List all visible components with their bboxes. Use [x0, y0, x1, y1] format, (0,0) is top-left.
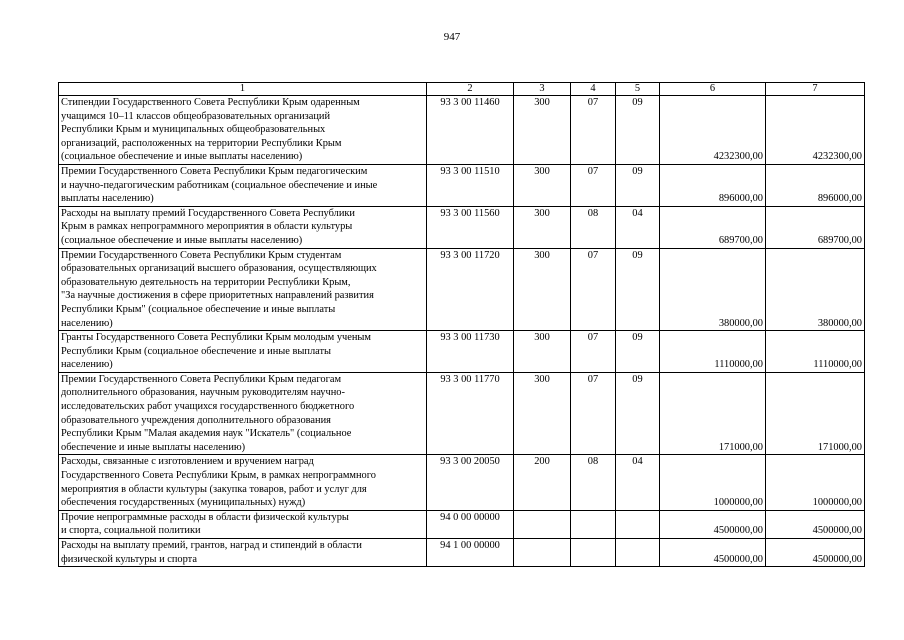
- expense-description: [59, 455, 427, 510]
- expense-description: [59, 248, 427, 331]
- table-row: [59, 510, 865, 538]
- subsection-code: [616, 510, 660, 538]
- description-line: организаций, расположенных на территории Республики Крым: [61, 137, 342, 149]
- description-line: Расходы, связанные с изготовлением и вручением наград: [61, 456, 314, 468]
- amount-year-2: 896000,00: [766, 164, 865, 206]
- section-code: 07: [571, 164, 616, 206]
- amount-year-1: 896000,00: [660, 164, 766, 206]
- expense-description: [59, 331, 427, 373]
- amount-year-2: 171000,00: [766, 372, 865, 455]
- amount-year-2: 380000,00: [766, 248, 865, 331]
- target-article-code: 94 0 00 00000: [427, 510, 514, 538]
- budget-table-body: [59, 83, 865, 567]
- amount-year-1: 171000,00: [660, 372, 766, 455]
- table-row: [59, 331, 865, 373]
- section-code: 07: [571, 96, 616, 165]
- expense-type-code: 300: [514, 331, 571, 373]
- section-code: 07: [571, 331, 616, 373]
- amount-year-2: 4500000,00: [766, 510, 865, 538]
- expense-description: [59, 372, 427, 455]
- column-header: 3: [514, 83, 571, 96]
- budget-table: [58, 82, 865, 567]
- target-article-code: 93 3 00 11770: [427, 372, 514, 455]
- description-line: Государственного Совета Республики Крым, в рамках непрограммного: [61, 470, 376, 482]
- expense-description: [59, 510, 427, 538]
- expense-type-code: [514, 510, 571, 538]
- expense-type-code: 300: [514, 206, 571, 248]
- description-line: Прочие непрограммные расходы в области физической культуры: [61, 511, 349, 523]
- header-row: [59, 83, 865, 96]
- description-line: и научно-педагогическим работникам (социальное обеспечение и иные: [61, 179, 378, 191]
- amount-year-1: 1110000,00: [660, 331, 766, 373]
- description-line: Республики Крым и муниципальных общеобразовательных: [61, 124, 326, 136]
- description-line: образовательного учреждения дополнительного образования: [61, 414, 331, 426]
- description-line: (социальное обеспечение и иные выплаты населению): [61, 151, 303, 163]
- description-line: обеспечения государственных (муниципальных) нужд): [61, 497, 306, 509]
- table-row: [59, 206, 865, 248]
- section-code: 07: [571, 248, 616, 331]
- amount-year-1: 4232300,00: [660, 96, 766, 165]
- description-line: (социальное обеспечение и иные выплаты населению): [61, 234, 303, 246]
- description-line: и спорта, социальной политики: [61, 525, 201, 537]
- amount-year-1: 1000000,00: [660, 455, 766, 510]
- description-line: Премии Государственного Совета Республики Крым студентам: [61, 249, 342, 261]
- description-line: Премии Государственного Совета Республики Крым педагогическим: [61, 165, 368, 177]
- amount-year-2: 4232300,00: [766, 96, 865, 165]
- subsection-code: 09: [616, 248, 660, 331]
- target-article-code: 93 3 00 11510: [427, 164, 514, 206]
- amount-year-2: 689700,00: [766, 206, 865, 248]
- description-line: Республики Крым (социальное обеспечение и иные выплаты: [61, 345, 331, 357]
- description-line: Расходы на выплату премий Государственного Совета Республики: [61, 207, 355, 219]
- description-line: Крым в рамках непрограммного мероприятия в области культуры: [61, 221, 353, 233]
- target-article-code: 94 1 00 00000: [427, 539, 514, 567]
- expense-type-code: [514, 539, 571, 567]
- amount-year-1: 4500000,00: [660, 539, 766, 567]
- description-line: образовательных организаций высшего образования, осуществляющих: [61, 263, 377, 275]
- expense-description: [59, 96, 427, 165]
- description-line: образовательную деятельность на территории Республики Крым,: [61, 276, 351, 288]
- target-article-code: 93 3 00 11720: [427, 248, 514, 331]
- section-code: 08: [571, 206, 616, 248]
- expense-type-code: 200: [514, 455, 571, 510]
- description-line: выплаты населению): [61, 193, 154, 205]
- expense-type-code: 300: [514, 372, 571, 455]
- description-line: обеспечение и иные выплаты населению): [61, 441, 246, 453]
- description-line: учащимся 10–11 классов общеобразовательных организаций: [61, 110, 331, 122]
- description-line: Республики Крым "Малая академия наук "Искатель" (социальное: [61, 428, 352, 440]
- subsection-code: 09: [616, 96, 660, 165]
- description-line: Расходы на выплату премий, грантов, наград и стипендий в области: [61, 540, 362, 551]
- subsection-code: 09: [616, 331, 660, 373]
- subsection-code: 09: [616, 164, 660, 206]
- description-line: Премии Государственного Совета Республики Крым педагогам: [61, 373, 342, 385]
- amount-year-1: 689700,00: [660, 206, 766, 248]
- column-header: 5: [616, 83, 660, 96]
- amount-year-2: 1110000,00: [766, 331, 865, 373]
- table-row: [59, 96, 865, 165]
- column-header: 7: [766, 83, 865, 96]
- table-row: [59, 539, 865, 567]
- target-article-code: 93 3 00 11460: [427, 96, 514, 165]
- column-header: 2: [427, 83, 514, 96]
- description-line: Республики Крым" (социальное обеспечение и иные выплаты: [61, 303, 336, 315]
- table-row: [59, 455, 865, 510]
- subsection-code: 04: [616, 206, 660, 248]
- expense-type-code: 300: [514, 96, 571, 165]
- column-header: 4: [571, 83, 616, 96]
- amount-year-2: 1000000,00: [766, 455, 865, 510]
- subsection-code: 09: [616, 372, 660, 455]
- expense-type-code: 300: [514, 248, 571, 331]
- description-line: населению): [61, 317, 113, 329]
- description-line: исследовательских работ учащихся государственного бюджетного: [61, 401, 355, 413]
- amount-year-1: 4500000,00: [660, 510, 766, 538]
- description-line: Стипендии Государственного Совета Республики Крым одаренным: [61, 97, 360, 108]
- table-row: [59, 372, 865, 455]
- page-number: 947: [443, 31, 461, 43]
- description-line: населению): [61, 359, 113, 371]
- subsection-code: [616, 539, 660, 567]
- section-code: [571, 510, 616, 538]
- expense-type-code: 300: [514, 164, 571, 206]
- description-line: физической культуры и спорта: [61, 553, 197, 565]
- expense-description: [59, 164, 427, 206]
- description-line: "За научные достижения в сфере приоритетных направлений развития: [61, 290, 374, 302]
- expense-description: [59, 206, 427, 248]
- table-row: [59, 248, 865, 331]
- target-article-code: 93 3 00 11560: [427, 206, 514, 248]
- column-header: 1: [59, 83, 427, 96]
- description-line: Гранты Государственного Совета Республики Крым молодым ученым: [61, 332, 371, 344]
- column-header: 6: [660, 83, 766, 96]
- section-code: [571, 539, 616, 567]
- section-code: 08: [571, 455, 616, 510]
- table-row: [59, 164, 865, 206]
- target-article-code: 93 3 00 11730: [427, 331, 514, 373]
- subsection-code: 04: [616, 455, 660, 510]
- target-article-code: 93 3 00 20050: [427, 455, 514, 510]
- amount-year-1: 380000,00: [660, 248, 766, 331]
- amount-year-2: 4500000,00: [766, 539, 865, 567]
- description-line: дополнительного образования, научным руководителям научно-: [61, 387, 345, 399]
- section-code: 07: [571, 372, 616, 455]
- description-line: мероприятия в области культуры (закупка товаров, работ и услуг для: [61, 483, 367, 495]
- expense-description: [59, 539, 427, 567]
